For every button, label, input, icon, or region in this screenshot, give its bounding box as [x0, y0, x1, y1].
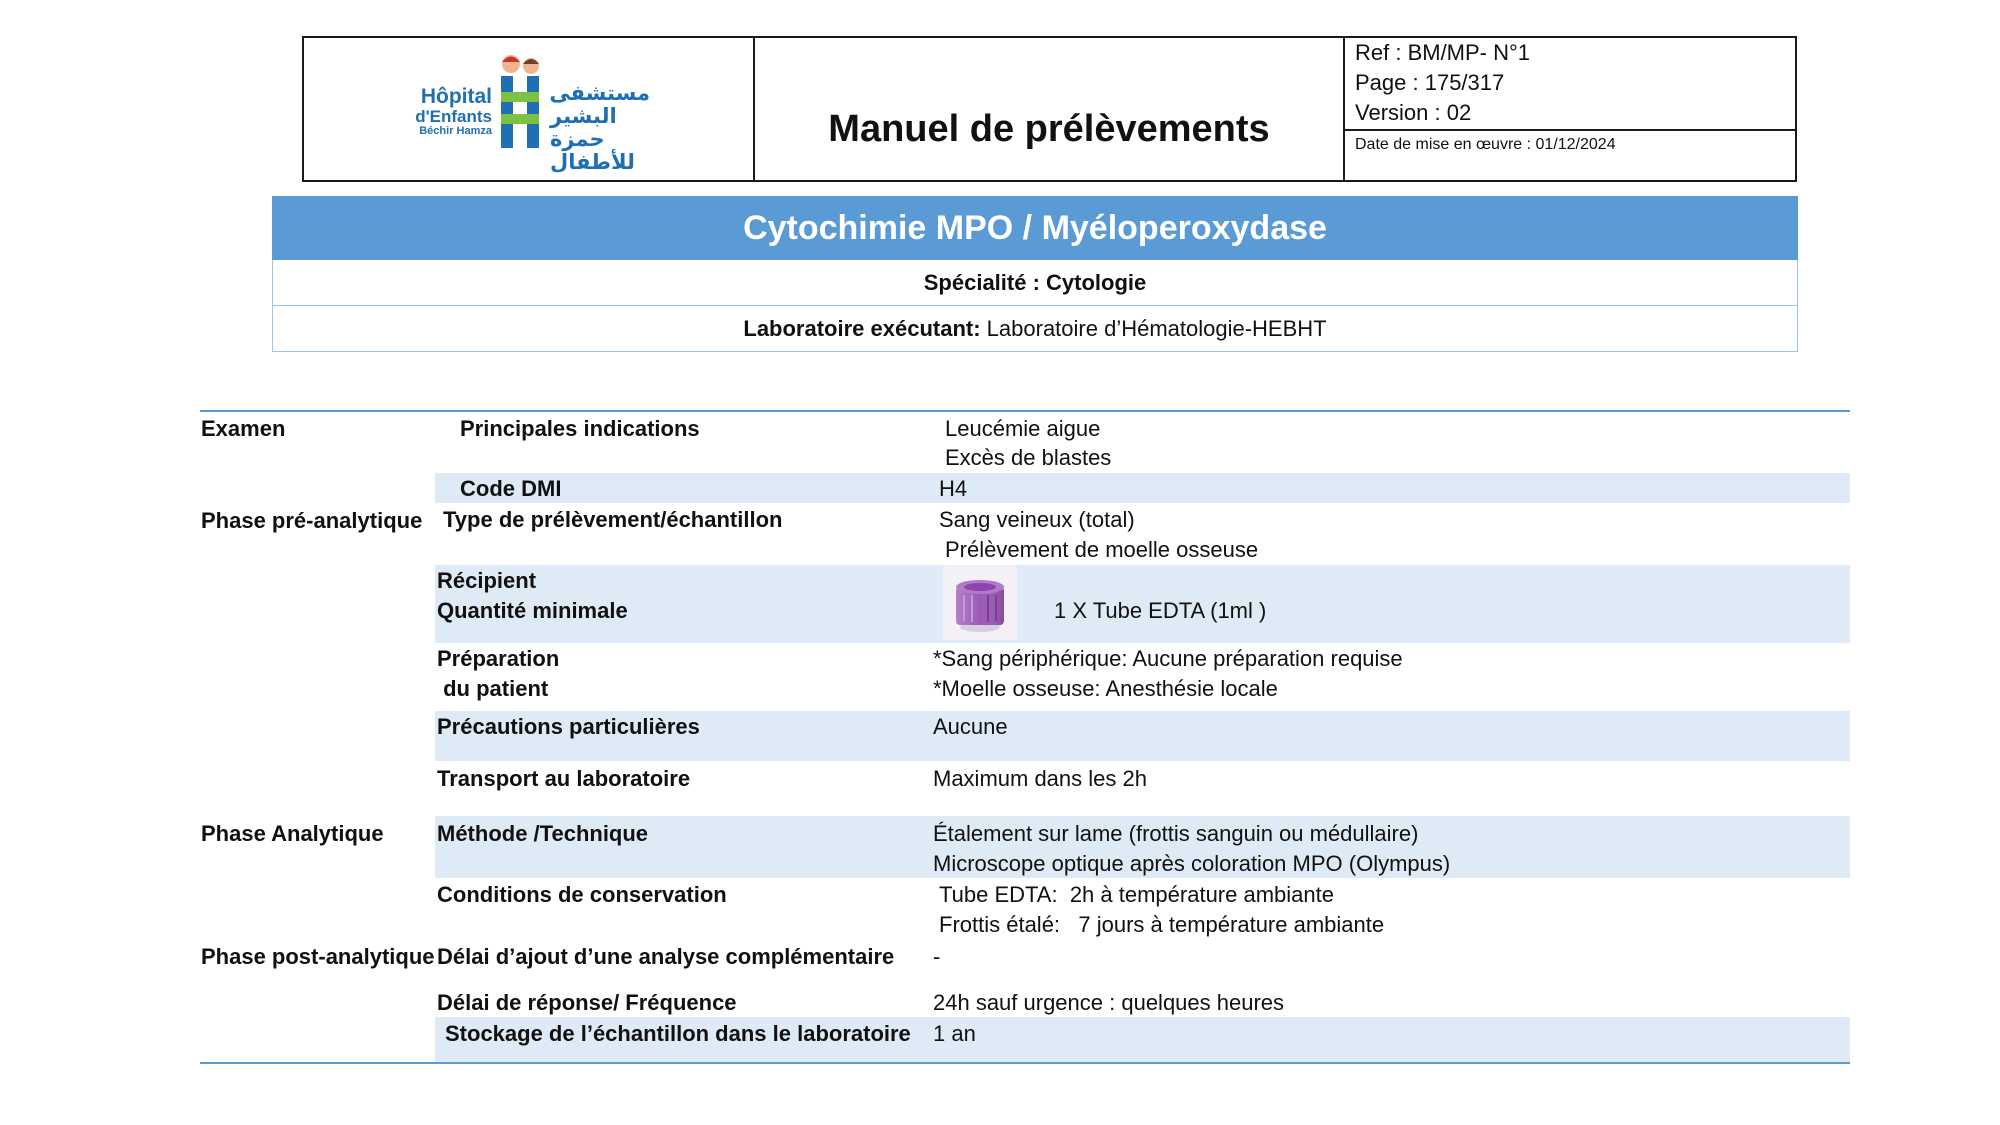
stockage-label: Stockage de l’échantillon dans le laboratoire	[445, 1021, 911, 1046]
exam-title-banner: Cytochimie MPO / Myéloperoxydase	[272, 196, 1798, 260]
preparation-value: *Moelle osseuse: Anesthésie locale	[933, 676, 1278, 701]
logo-name-ar: مستشفى البشير حمزة للأطفال	[549, 82, 650, 175]
recipient-label: Récipient	[437, 568, 537, 593]
table-bottom-rule	[200, 1062, 1850, 1064]
logo-emblem	[495, 52, 545, 152]
transport-value: Maximum dans les 2h	[933, 766, 1147, 791]
version-number: Version : 02	[1355, 100, 1472, 125]
hospital-logo	[410, 52, 650, 175]
table-top-rule	[200, 410, 1850, 412]
edta-tube-image	[943, 565, 1017, 640]
document-title: Manuel de prélèvements	[828, 108, 1270, 150]
phase-analytique: Phase Analytique	[201, 821, 384, 846]
phase-post-analytique: Phase post-analytique	[201, 944, 435, 969]
delai-ajout-value: -	[933, 944, 941, 969]
laboratoire-label: Laboratoire exécutant:	[743, 316, 981, 341]
implementation-date: Date de mise en œuvre : 01/12/2024	[1355, 136, 1616, 153]
row-shade-code-dmi	[435, 473, 1850, 503]
delai-reponse-value: 24h sauf urgence : quelques heures	[933, 990, 1285, 1015]
quantite-minimale-label: Quantité minimale	[437, 598, 628, 623]
conservation-value: Frottis étalé: 7 jours à température ambiante	[939, 912, 1385, 937]
phase-examen: Examen	[201, 416, 286, 441]
code-dmi-value: H4	[939, 476, 968, 501]
preparation-value: *Sang périphérique: Aucune préparation requise	[933, 646, 1403, 671]
type-prelevement-label: Type de prélèvement/échantillon	[443, 507, 783, 532]
delai-reponse-label: Délai de réponse/ Fréquence	[437, 990, 737, 1015]
code-dmi-label: Code DMI	[460, 476, 562, 501]
preparation-label: Préparation	[437, 646, 560, 671]
conservation-value: Tube EDTA: 2h à température ambiante	[939, 882, 1334, 907]
laboratoire-row	[272, 306, 1798, 352]
methode-value: Étalement sur lame (frottis sanguin ou médullaire)	[933, 821, 1419, 846]
specialite-row	[272, 260, 1798, 306]
type-prelevement-value: Sang veineux (total)	[939, 507, 1135, 532]
ref-number: Ref : BM/MP- N°1	[1355, 40, 1531, 65]
page-number: Page : 175/317	[1355, 70, 1505, 95]
header-divider	[1343, 36, 1345, 182]
stockage-value: 1 an	[933, 1021, 976, 1046]
type-prelevement-value: Prélèvement de moelle osseuse	[945, 537, 1259, 562]
indications-label: Principales indications	[460, 416, 700, 441]
recipient-value: 1 X Tube EDTA (1ml )	[1054, 598, 1267, 623]
conservation-label: Conditions de conservation	[437, 882, 727, 907]
precautions-label: Précautions particulières	[437, 714, 700, 739]
transport-label: Transport au laboratoire	[437, 766, 691, 791]
delai-ajout-label: Délai d’ajout d’une analyse complémentaire	[437, 944, 895, 969]
precautions-value: Aucune	[933, 714, 1008, 739]
logo-name-fr: Hôpital d'Enfants Béchir Hamza	[415, 85, 492, 137]
edta-tube-icon	[943, 565, 1017, 640]
laboratoire-value: Laboratoire d’Hématologie-HEBHT	[986, 316, 1327, 341]
methode-label: Méthode /Technique	[437, 821, 649, 846]
methode-value: Microscope optique après coloration MPO (Olympus)	[933, 851, 1451, 876]
indications-value: Excès de blastes	[945, 445, 1112, 470]
specialite-label: Spécialité : Cytologie	[923, 270, 1147, 295]
phase-pre-analytique: Phase pré-analytique	[201, 508, 423, 533]
indications-value: Leucémie aigue	[945, 416, 1101, 441]
preparation-label-2: du patient	[437, 676, 549, 701]
